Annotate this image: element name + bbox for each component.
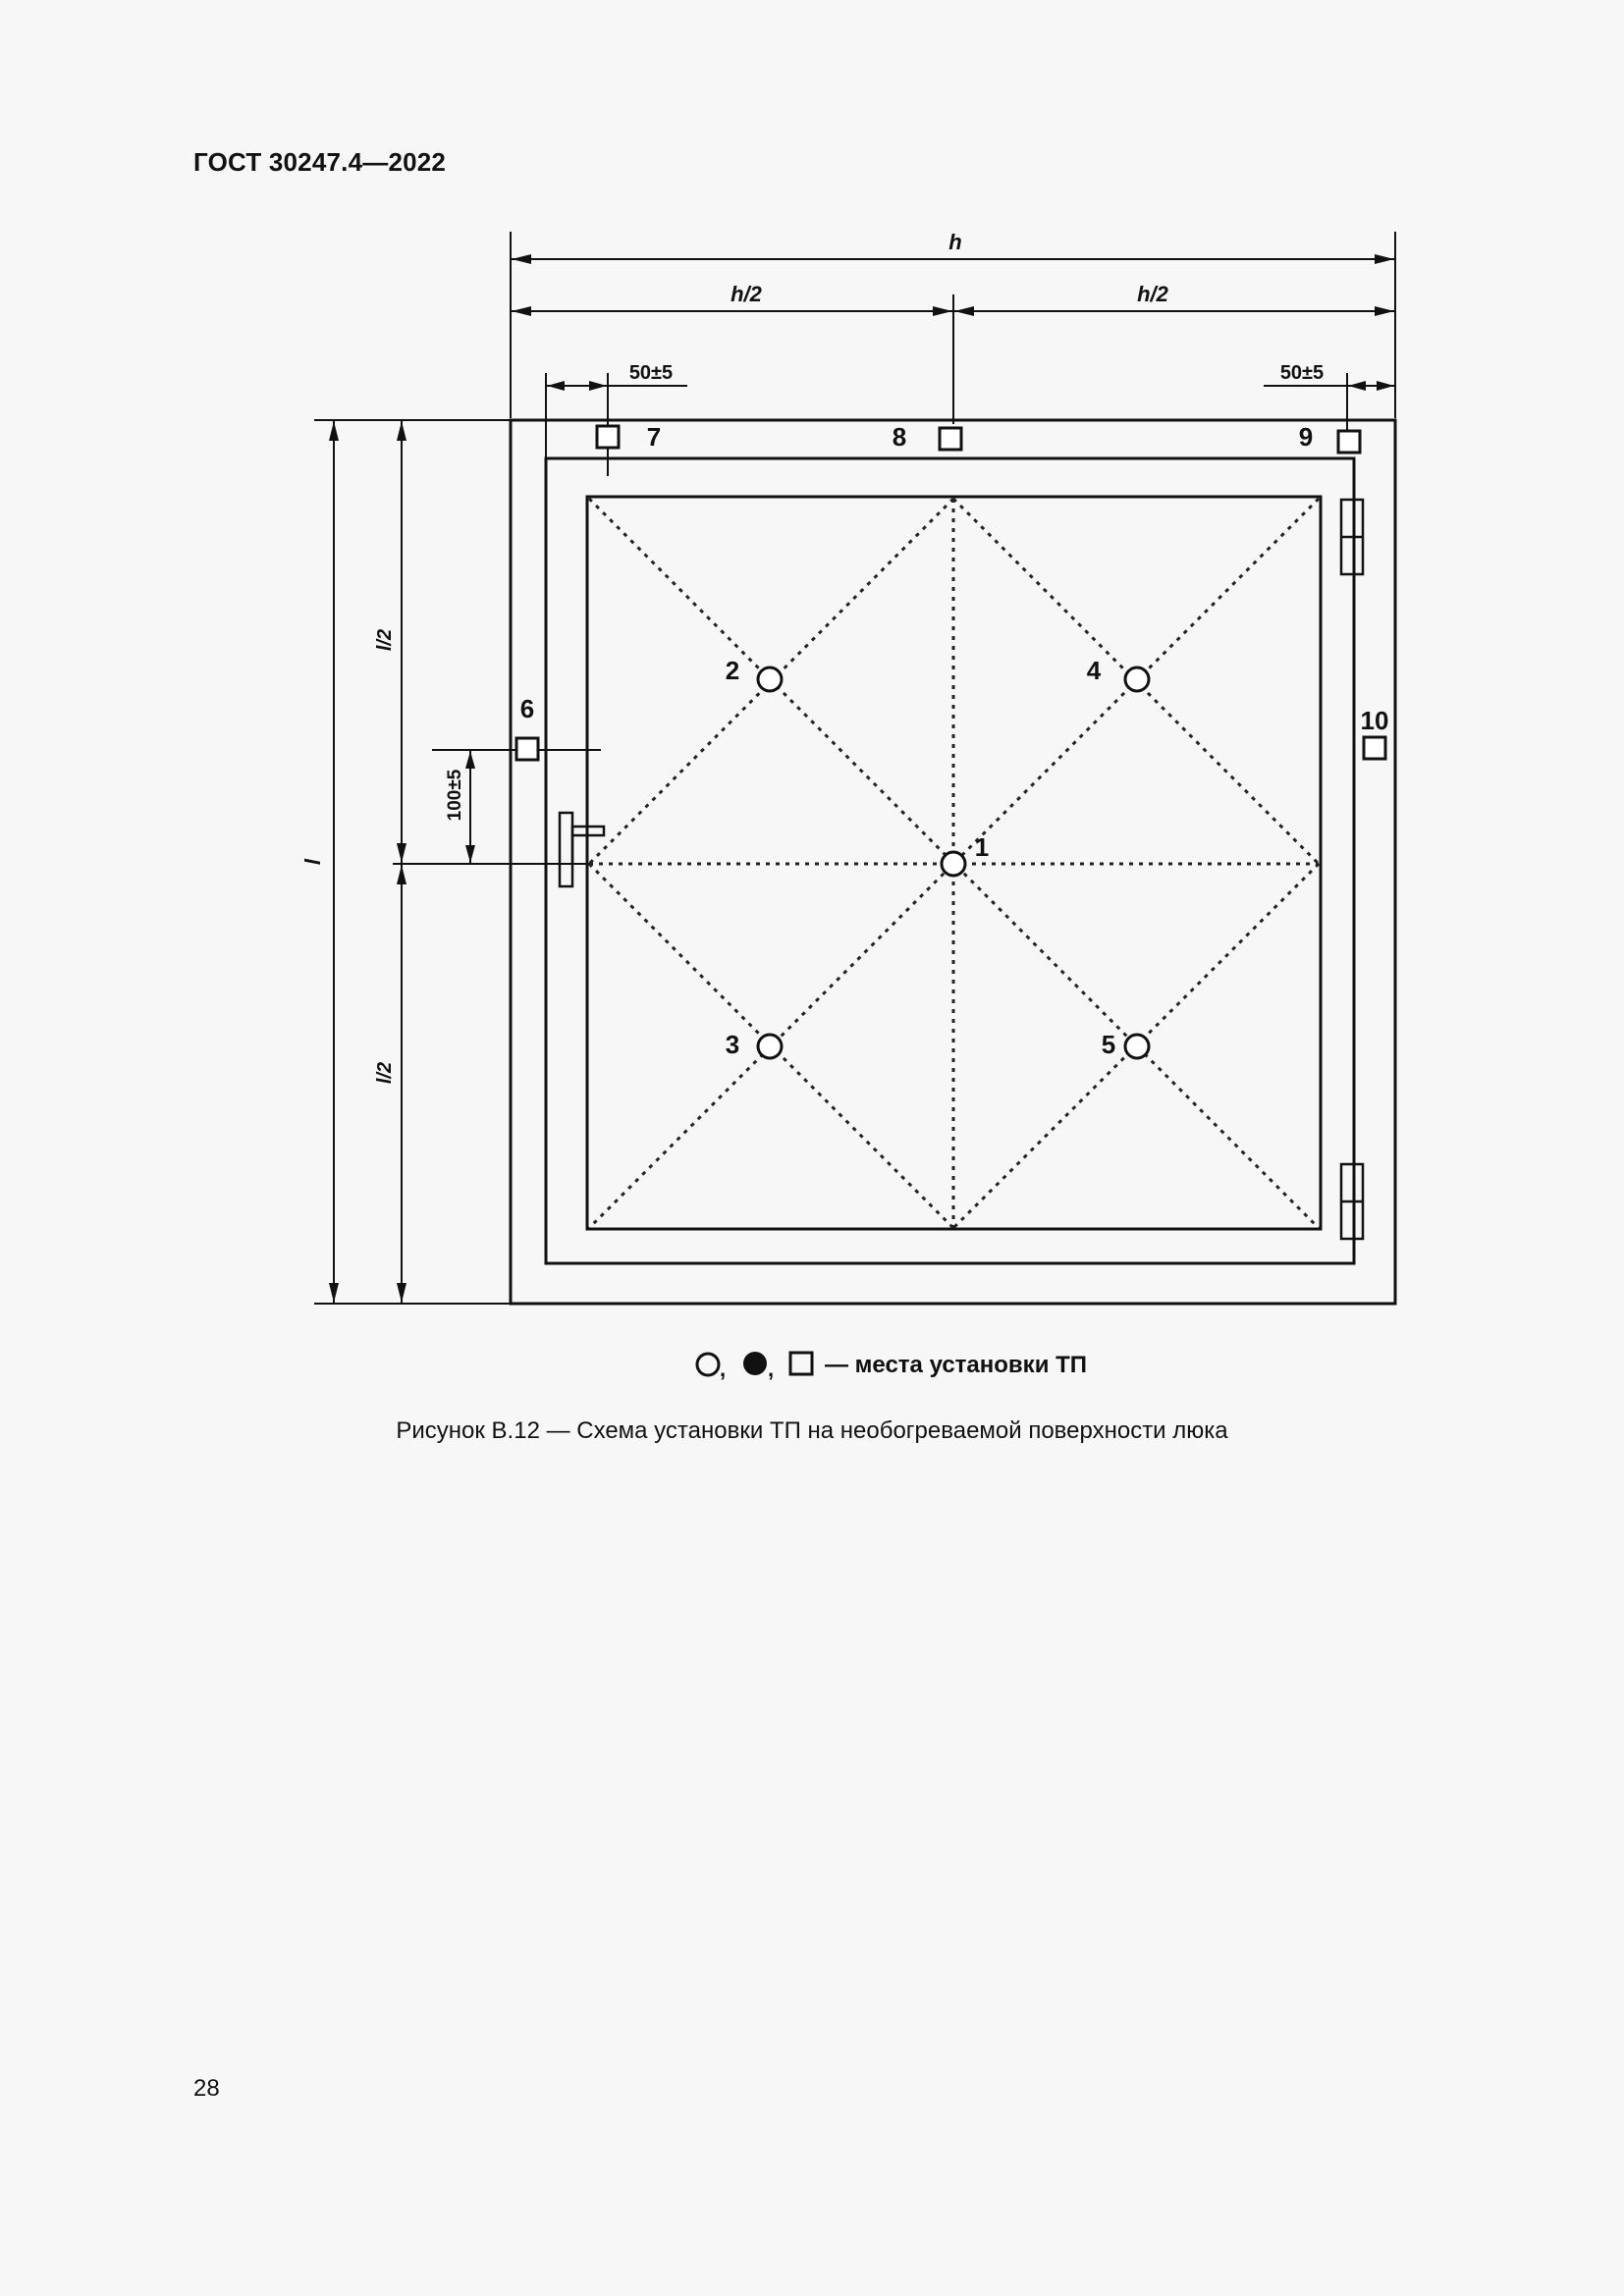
legend — [697, 1352, 1087, 1381]
measurement-point-6 — [516, 694, 538, 760]
page-number: 28 — [193, 2075, 220, 2102]
dimension-label-half-length-top: l/2 — [374, 628, 396, 652]
legend-filled-circle-icon — [743, 1352, 767, 1375]
legend-separator-2: , — [768, 1357, 775, 1381]
dimension-length — [314, 420, 510, 1304]
hinge-top — [1341, 500, 1363, 574]
hinge-bottom — [1341, 1164, 1363, 1239]
dimension-label-edge-offset-left: 50±5 — [628, 362, 674, 384]
dimension-half-width — [512, 294, 1394, 424]
point-label-3: 3 — [725, 1030, 740, 1059]
measurement-point-10 — [1361, 706, 1389, 759]
legend-separator-1: , — [720, 1357, 727, 1381]
point-label-1: 1 — [974, 832, 990, 862]
measurement-point-7 — [597, 422, 661, 452]
measurement-point-3 — [726, 1030, 782, 1059]
document-header: ГОСТ 30247.4—2022 — [193, 147, 447, 177]
dimension-label-length: l — [300, 858, 325, 866]
point-label-9: 9 — [1298, 422, 1314, 452]
point-label-7: 7 — [646, 422, 662, 452]
point-label-10: 10 — [1360, 706, 1389, 735]
dimension-label-handle-offset: 100±5 — [445, 769, 465, 822]
dimension-label-edge-offset-right: 50±5 — [1279, 362, 1325, 384]
point-label-5: 5 — [1101, 1030, 1116, 1059]
door-handle — [560, 813, 604, 886]
figure-caption: Рисунок В.12 — Схема установки ТП на необогреваемой поверхности люка — [396, 1417, 1228, 1444]
point-label-4: 4 — [1086, 656, 1102, 685]
legend-open-circle-icon — [697, 1354, 719, 1375]
legend-text: — места установки ТП — [825, 1352, 1088, 1378]
dimension-label-half-length-bottom: l/2 — [374, 1061, 396, 1085]
measurement-point-2 — [726, 656, 782, 691]
point-label-8: 8 — [892, 422, 907, 452]
measurement-point-4 — [1087, 656, 1149, 691]
measurement-point-8 — [893, 422, 961, 452]
dimension-label-width: h — [948, 230, 962, 254]
measurement-point-9 — [1299, 422, 1360, 453]
dimension-label-half-width-right: h/2 — [1137, 282, 1168, 306]
point-label-2: 2 — [725, 656, 740, 685]
legend-square-icon — [790, 1353, 812, 1374]
dimension-label-half-width-left: h/2 — [731, 282, 762, 306]
point-label-6: 6 — [519, 694, 535, 723]
